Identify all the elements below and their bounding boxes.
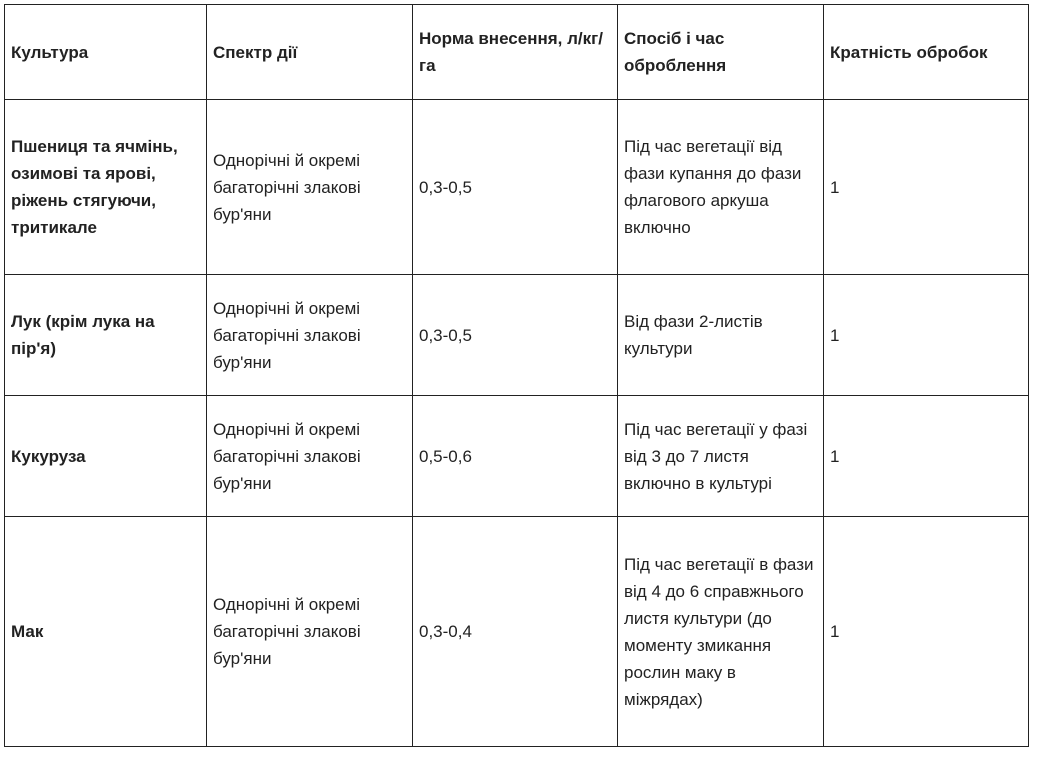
cell-multiplicity: 1 — [824, 517, 1029, 747]
header-multiplicity: Кратність обробок — [824, 5, 1029, 100]
header-rate: Норма внесення, л/кг/га — [413, 5, 618, 100]
cell-culture: Мак — [5, 517, 207, 747]
table-row — [5, 396, 1029, 517]
cell-spectrum: Однорічні й окремі багаторічні злакові бур'яни — [207, 517, 413, 747]
cell-method: Під час вегетації у фазі від 3 до 7 листя включно в культурі — [618, 396, 824, 517]
cell-multiplicity: 1 — [824, 100, 1029, 275]
cell-spectrum: Однорічні й окремі багаторічні злакові бур'яни — [207, 275, 413, 396]
table-row — [5, 275, 1029, 396]
cell-multiplicity: 1 — [824, 396, 1029, 517]
cell-spectrum: Однорічні й окремі багаторічні злакові бур'яни — [207, 100, 413, 275]
cell-multiplicity: 1 — [824, 275, 1029, 396]
table-row — [5, 100, 1029, 275]
cell-spectrum: Однорічні й окремі багаторічні злакові бур'яни — [207, 396, 413, 517]
header-method: Спосіб і час оброблення — [618, 5, 824, 100]
header-spectrum: Спектр дії — [207, 5, 413, 100]
cell-rate: 0,3-0,5 — [413, 275, 618, 396]
header-culture: Культура — [5, 5, 207, 100]
cell-rate: 0,3-0,5 — [413, 100, 618, 275]
cell-rate: 0,5-0,6 — [413, 396, 618, 517]
cell-rate: 0,3-0,4 — [413, 517, 618, 747]
cell-method: Під час вегетації в фази від 4 до 6 справжнього листя культури (до моменту змикання рослин маку в міжрядах) — [618, 517, 824, 747]
header-row — [5, 5, 1029, 100]
herbicide-table — [4, 4, 1029, 747]
cell-culture: Кукуруза — [5, 396, 207, 517]
table-row — [5, 517, 1029, 747]
cell-culture: Пшениця та ячмінь, озимові та ярові, ріжень стягуючи, тритикале — [5, 100, 207, 275]
cell-culture: Лук (крім лука на пір'я) — [5, 275, 207, 396]
cell-method: Від фази 2-листів культури — [618, 275, 824, 396]
cell-method: Під час вегетації від фази купання до фази флагового аркуша включно — [618, 100, 824, 275]
